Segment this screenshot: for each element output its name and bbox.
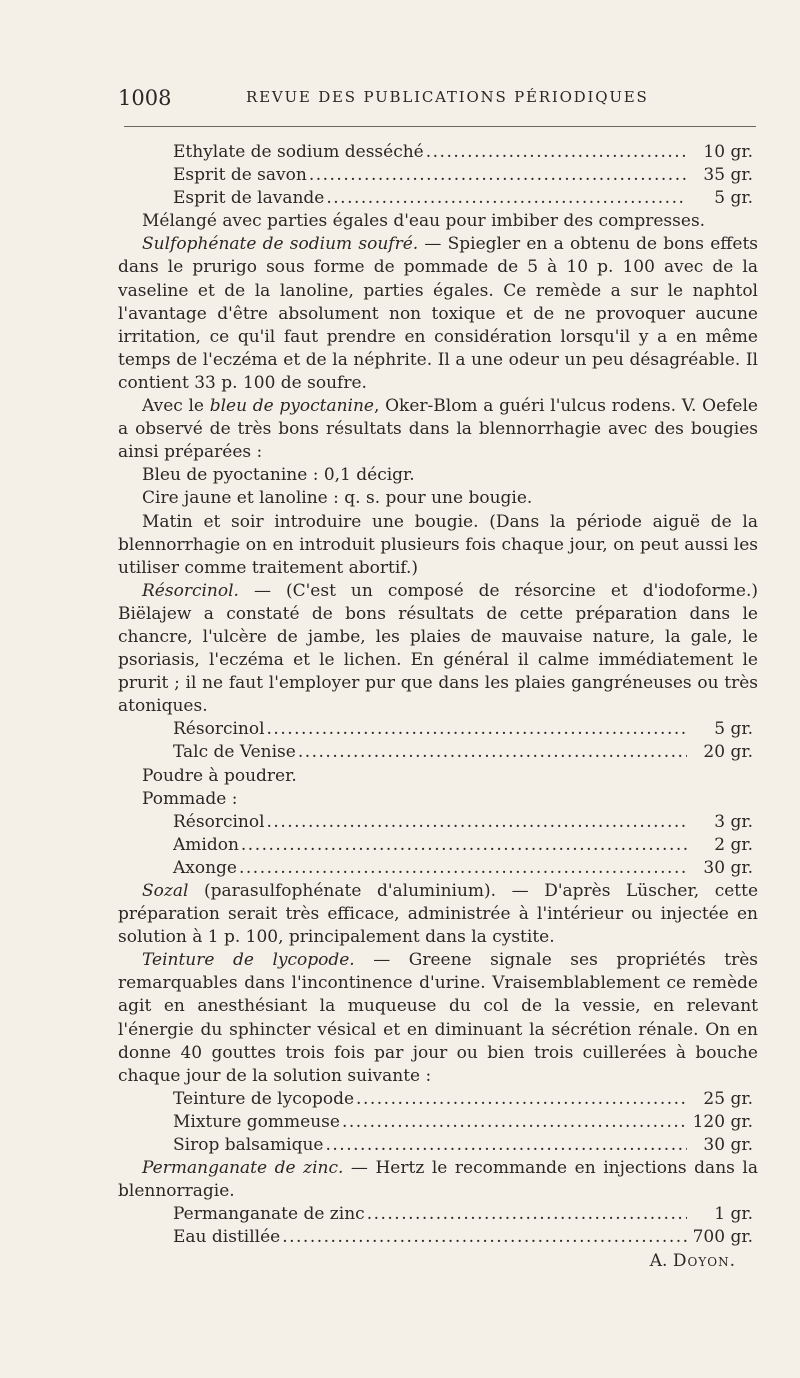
ingredient-qty: 25 gr. [703,1088,753,1109]
paragraph-text: (parasulfophénate d'aluminium). — D'après Lüscher, cette préparation serait très efficace, administrée à l'intérieur ou injectée en solution à 1 p. 100, principalement dans la cystite. [118,881,758,948]
recipe-line [173,1134,753,1157]
paragraph [118,949,758,1088]
ingredient-name: Eau distillée [173,1227,281,1248]
signature-name: Doyon. [672,1250,736,1271]
ingredient-qty: 2 gr. [714,834,753,855]
paragraph-lead: Avec le [142,396,210,417]
recipe-line [173,141,753,164]
paragraph [118,395,758,464]
paragraph [118,233,758,395]
paragraph: Matin et soir introduire une bougie. (Dans la période aiguë de la blennorrhagie on en introduit plusieurs fois chaque jour, on peut aussi les utiliser comme traitement abortif.) [118,511,758,578]
leader-dots [298,741,687,764]
leader-dots [309,164,687,187]
recipe-line [173,1111,753,1134]
paragraph [118,580,758,719]
ingredient-qty: 10 gr. [703,142,753,162]
ingredient-name: Esprit de lavande [173,188,325,209]
section-title: Teinture de lycopode. [142,950,355,971]
ingredient-qty: 700 gr. [692,1227,753,1248]
recipe-line [173,187,753,210]
paragraph [118,880,758,949]
ingredient-name: Sirop balsamique [173,1135,324,1156]
leader-dots [239,857,687,880]
ingredient-qty: 30 gr. [703,1135,753,1156]
recipe-line [173,741,753,764]
author-signature [118,1250,736,1273]
section-title: bleu de pyoctanine [209,396,374,417]
recipe-line [173,1088,753,1111]
ingredient-name: Talc de Venise [173,742,296,763]
paragraph-text: — Spiegler en a obtenu de bons effets dans le prurigo sous forme de pommade de 5 à 10 p. 100 avec de la vaseline et de la lanoline, parties égales. Ce remède a sur le naphtol l'avantage d'être absolument non toxique et de ne provoquer aucune irritation, ce qu'il faut prendre en considération lorsqu'il y a en même temps de l'eczéma et de la néphrite. Il a une odeur un peu désagréable. Il contient 33 p. 100 de soufre. [118,234,758,393]
leader-dots [326,1134,688,1157]
ingredient-name: Esprit de savon [173,165,307,186]
ingredient-qty: 5 gr. [714,719,753,740]
paragraph-text: — Greene signale ses propriétés très remarquables dans l'incontinence d'urine. Vraisemblablement ce remède agit en anesthésiant la muqueuse du col de la vessie, en relevant l'énergie du sphincter vésical et en diminuant la sécrétion rénale. On en donne 40 gouttes trois fois par jour ou bien trois cuillerées à bouche chaque jour de la solution suivante : [118,950,758,1086]
ingredient-name: Ethylate de sodium desséché [173,142,424,162]
recipe-line [173,1203,753,1226]
leader-dots [241,834,687,857]
formula-line: Bleu de pyoctanine : 0,1 décigr. [142,465,415,486]
recipe-line [173,857,753,880]
leader-dots [267,718,687,741]
section-title: Sulfophénate de sodium soufré. [142,234,419,255]
running-title: REVUE DES PUBLICATIONS PÉRIODIQUES [246,88,649,106]
ingredient-name: Résorcinol [173,719,265,740]
leader-dots [267,811,687,834]
leader-dots [342,1111,687,1134]
leader-dots [426,141,687,164]
recipe-line [173,1226,753,1249]
formula-line: Cire jaune et lanoline : q. s. pour une bougie. [142,488,533,509]
recipe-line [173,834,753,857]
signature-initial: A. [649,1250,668,1271]
ingredient-name: Permanganate de zinc [173,1204,365,1225]
leader-dots [326,187,687,210]
ingredient-qty: 35 gr. [703,165,753,186]
section-title: Permanganate de zinc. [142,1158,344,1179]
header-rule [124,126,756,127]
recipe-line [173,164,753,187]
article-body [118,141,758,1273]
ingredient-name: Axonge [173,857,237,878]
formula-line: Pommade : [142,788,238,809]
ingredient-qty: 3 gr. [714,811,753,832]
paragraph: Mélangé avec parties égales d'eau pour imbiber des compresses. [142,211,706,232]
paragraph-text: — (C'est un composé de résorcine et d'iodoforme.) Biëlajew a constaté de bons résultats de cette préparation dans le chancre, l'ulcère de jambe, les plaies de mauvaise nature, la gale, le psoriasis, l'eczéma et le lichen. En général il calme immédiatement le prurit ; il ne faut l'employer pur que dans les plaies gangréneuses ou très atoniques. [118,580,758,717]
section-title: Sozal [142,881,189,901]
formula-line: Poudre à poudrer. [142,765,297,786]
ingredient-name: Amidon [173,834,239,855]
ingredient-qty: 1 gr. [714,1204,753,1225]
ingredient-qty: 30 gr. [703,857,753,878]
paragraph-text: — Hertz le recommande en injections dans la blennorragie. [118,1158,758,1202]
leader-dots [367,1203,687,1226]
leader-dots [282,1226,686,1249]
paragraph-text: , Oker-Blom a guéri l'ulcus rodens. V. Oefele a observé de très bons résultats dans la blennorrhagie avec des bougies ainsi préparées : [118,396,758,463]
ingredient-name: Mixture gommeuse [173,1111,340,1132]
ingredient-qty: 120 gr. [692,1111,753,1132]
page-number: 1008 [118,86,172,110]
ingredient-name: Teinture de lycopode [173,1088,355,1109]
leader-dots [356,1088,687,1111]
recipe-line [173,718,753,741]
section-title: Résorcinol. [142,580,239,601]
ingredient-name: Résorcinol [173,811,265,832]
ingredient-qty: 20 gr. [703,742,753,763]
ingredient-qty: 5 gr. [714,188,753,209]
paragraph [118,1157,758,1203]
recipe-line [173,811,753,834]
